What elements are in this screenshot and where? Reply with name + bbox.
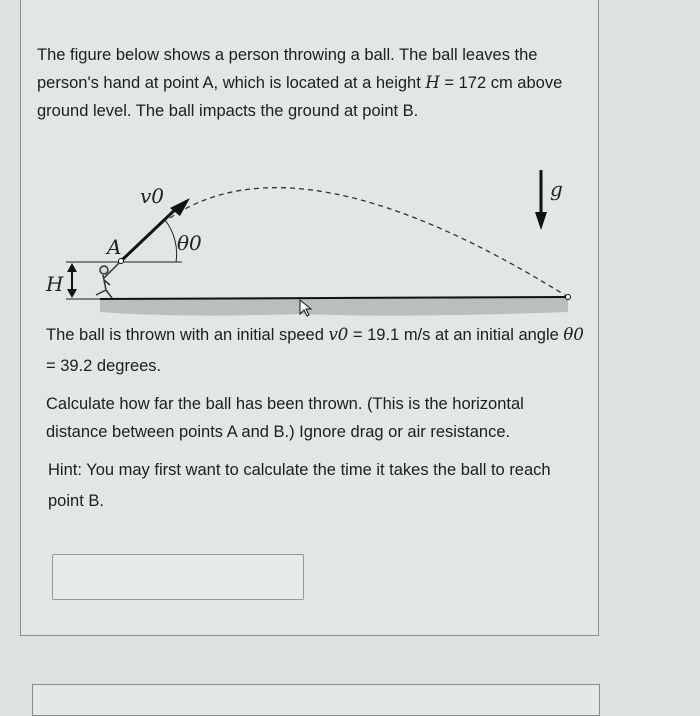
label-a: A (107, 235, 122, 259)
hint-text: Hint: You may first want to calculate the time it takes the ball to reach point B. (48, 461, 551, 510)
ground-shadow (100, 297, 568, 316)
label-v0: v0 (140, 184, 165, 208)
given-text: The ball is thrown with an initial speed v0 = 19.1 m/s at an initial angle θ0 = 39.2 degrees. (46, 325, 584, 375)
person-icon (96, 262, 120, 298)
point-b (566, 295, 571, 300)
answer-input[interactable] (52, 554, 304, 600)
label-theta0: θ0 (177, 231, 202, 255)
intro-text: The figure below shows a person throwing a ball. The ball leaves the person's hand at point A, which is located at a height H = 172 cm above ground level. The ball impacts the ground at point B. (37, 46, 563, 120)
label-g: g (550, 177, 563, 201)
label-h: H (46, 272, 64, 296)
task-text: Calculate how far the ball has been thrown. (This is the horizontal distance between points A and B.) Ignore drag or air resistance. (46, 395, 524, 441)
angle-arc (165, 220, 177, 262)
velocity-arrow (121, 205, 180, 261)
trajectory (170, 188, 568, 297)
point-a (119, 259, 124, 264)
